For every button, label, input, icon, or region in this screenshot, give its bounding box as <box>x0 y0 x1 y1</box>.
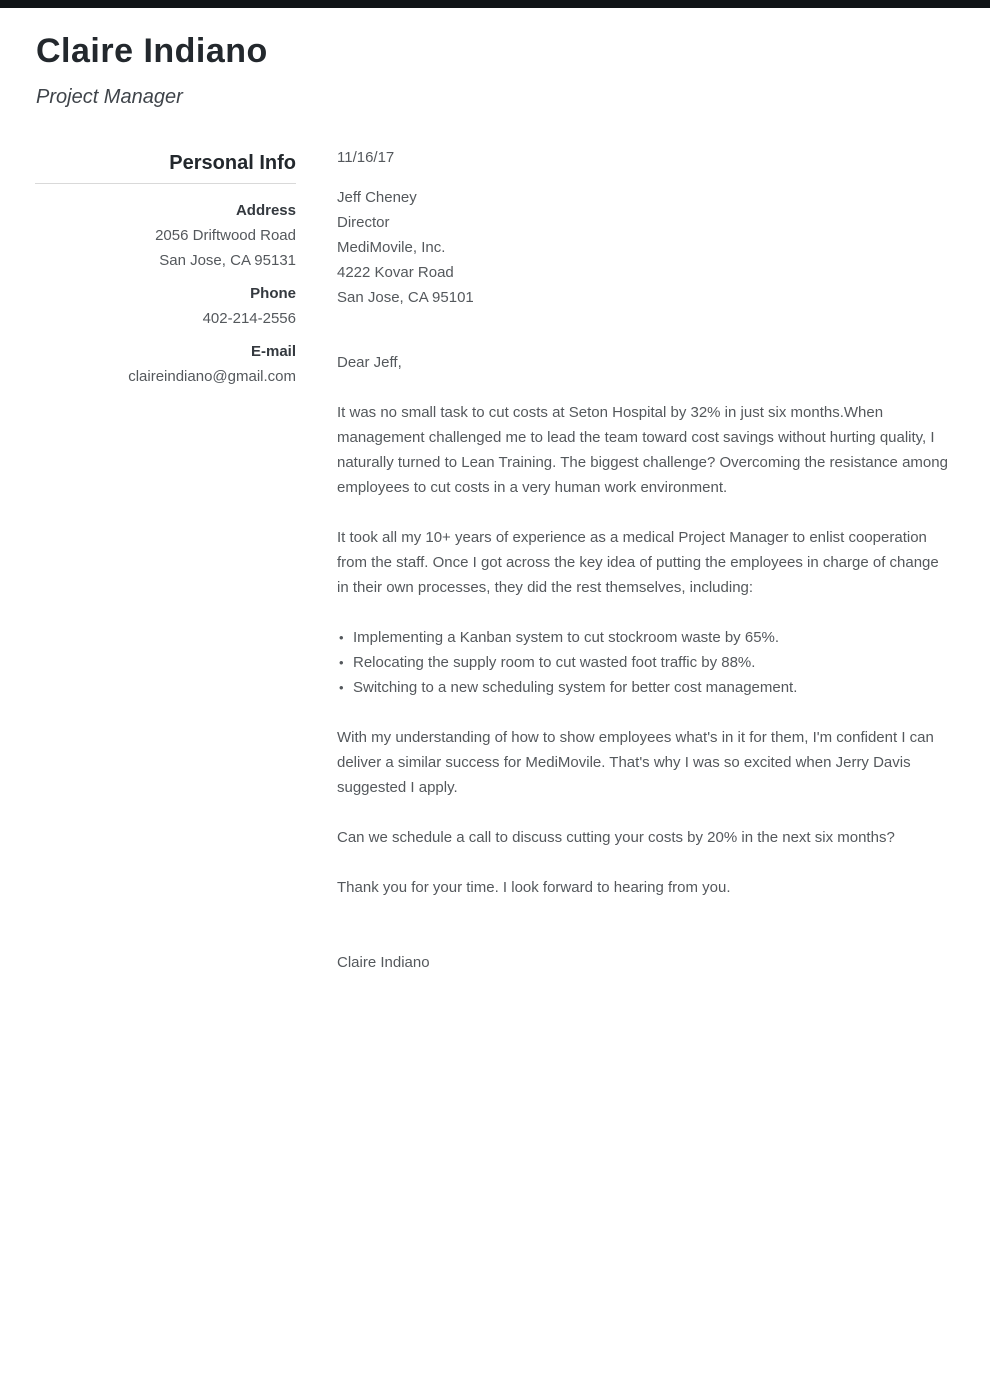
email-value: claireindiano@gmail.com <box>128 368 296 385</box>
letter-body <box>337 145 953 975</box>
list-item-text: Implementing a Kanban system to cut stockroom waste by 65%. <box>353 629 780 646</box>
recipient-role: Director <box>337 214 390 231</box>
list-item <box>337 675 953 700</box>
applicant-name-heading: Claire Indiano <box>36 32 268 70</box>
address-section <box>35 198 296 273</box>
bullet-icon: • <box>339 630 344 645</box>
letter-date: 11/16/17 <box>337 149 395 166</box>
salutation: Dear Jeff, <box>337 354 402 371</box>
achievement-list <box>337 625 953 700</box>
phone-section <box>35 281 296 331</box>
address-label: Address <box>235 202 296 219</box>
phone-value: 402-214-2556 <box>202 310 296 327</box>
list-item-text: Switching to a new scheduling system for better cost management. <box>353 679 798 696</box>
signature-name: Claire Indiano <box>337 954 430 971</box>
personal-info-heading: Personal Info <box>35 150 296 184</box>
email-section <box>35 339 296 389</box>
bullet-icon: • <box>339 680 344 695</box>
paragraph-thanks: Thank you for your time. I look forward to hearing from you. <box>337 879 731 896</box>
paragraph-intro: It was no small task to cut costs at Seton Hospital by 32% in just six months.When management challenged me to lead the team toward cost savings without hurting quality, I naturally turned to Lean Training. The biggest challenge? Overcoming the resistance among employees to cut costs in a very human work environment. <box>337 404 948 496</box>
top-accent-bar <box>0 0 990 8</box>
list-item <box>337 625 953 650</box>
list-item <box>337 650 953 675</box>
bullet-icon: • <box>339 655 344 670</box>
list-item-text: Relocating the supply room to cut wasted foot traffic by 88%. <box>353 654 756 671</box>
recipient-name: Jeff Cheney <box>337 189 417 206</box>
paragraph-experience: It took all my 10+ years of experience as a medical Project Manager to enlist cooperation from the staff. Once I got across the key idea of putting the employees in charge of change in their own processes, they did the rest themselves, including: <box>337 529 939 596</box>
paragraph-call-to-action: Can we schedule a call to discuss cutting your costs by 20% in the next six months? <box>337 829 895 846</box>
job-title: Project Manager <box>36 86 183 108</box>
address-line-1: 2056 Driftwood Road <box>155 227 296 244</box>
personal-info-panel <box>35 150 296 397</box>
recipient-city: San Jose, CA 95101 <box>337 289 474 306</box>
recipient-street: 4222 Kovar Road <box>337 264 454 281</box>
recipient-block <box>337 185 953 310</box>
email-label: E-mail <box>250 343 296 360</box>
recipient-company: MediMovile, Inc. <box>337 239 446 256</box>
paragraph-confidence: With my understanding of how to show employees what's in it for them, I'm confident I can deliver a similar success for MediMovile. That's why I was so excited when Jerry Davis suggested I apply. <box>337 729 934 796</box>
address-line-2: San Jose, CA 95131 <box>159 252 296 269</box>
phone-label: Phone <box>250 285 296 302</box>
